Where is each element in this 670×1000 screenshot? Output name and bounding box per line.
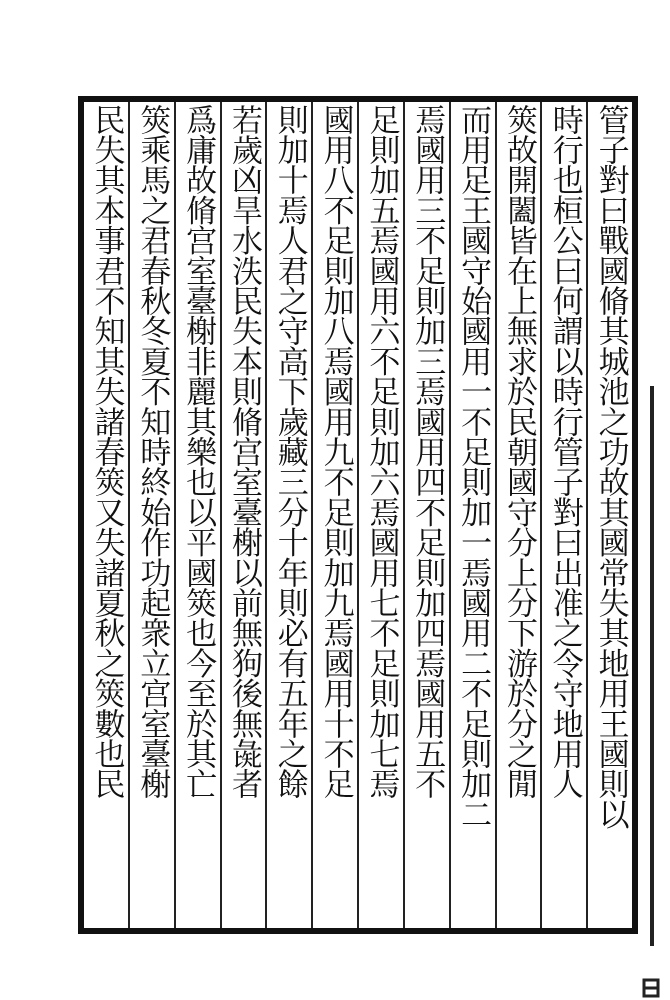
edge-mark-icon — [642, 976, 666, 1000]
text-column: 管子對曰戰國脩其城池之功故其國常失其地用王國則以 — [586, 102, 632, 928]
text-column: 民失其本事君不知其失諸春筴又失諸夏秋之筴數也民 — [88, 104, 125, 799]
text-column: 則加十焉人君之守高下歲藏三分十年則必有五年之餘 — [265, 102, 311, 928]
text-column: 國用八不足則加八焉國用九不足則加九焉國用十不足 — [311, 102, 357, 928]
text-column: 而用足王國守始國用一不足則加一焉國用二不足則加二 — [449, 102, 495, 928]
text-column: 筴乘馬之君春秋冬夏不知時終始作功起衆立宫室臺榭 — [128, 102, 174, 928]
text-column: 若歲凶旱水泆民失本則脩宫室臺榭以前無狗後無彘者 — [220, 102, 266, 928]
text-column: 足則加五焉國用六不足則加六焉國用七不足則加七焉 — [357, 102, 403, 928]
page-fold-edge — [642, 96, 670, 934]
text-column: 焉國用三不足則加三焉國用四不足則加四焉國用五不 — [403, 102, 449, 928]
text-column: 筴故開闔皆在上無求於民朝國守分上分下游於分之閒 — [495, 102, 541, 928]
text-column: 時行也桓公曰何謂以時行管子對曰出准之令守地用人 — [540, 102, 586, 928]
text-frame — [78, 96, 638, 934]
text-column: 爲庸故脩宫室臺榭非麗其樂也以平國筴也今至於其亡 — [174, 102, 220, 928]
text-columns — [84, 102, 632, 928]
fold-line — [650, 386, 654, 946]
